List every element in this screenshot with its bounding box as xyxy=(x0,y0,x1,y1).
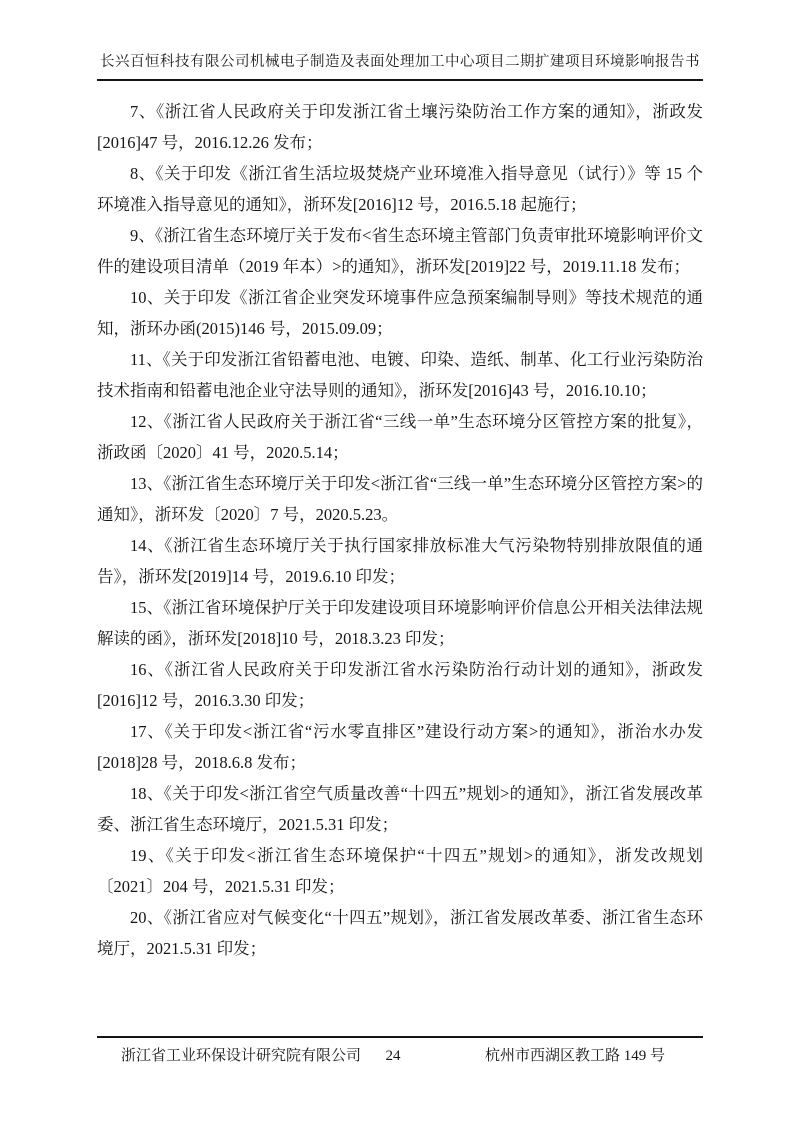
list-item: 17、《关于印发<浙江省“污水零直排区”建设行动方案>的通知》，浙治水办发[2018]28 号，2018.6.8 发布； xyxy=(97,722,703,772)
reference-list xyxy=(97,96,703,964)
list-item: 10、关于印发《浙江省企业突发环境事件应急预案编制导则》等技术规范的通知，浙环办函(2015)146 号，2015.09.09； xyxy=(97,288,703,338)
list-item: 13、《浙江省生态环境厅关于印发<浙江省“三线一单”生态环境分区管控方案>的通知》，浙环发〔2020〕7 号，2020.5.23。 xyxy=(97,474,703,524)
list-item: 11、《关于印发浙江省铅蓄电池、电镀、印染、造纸、制革、化工行业污染防治技术指南和铅蓄电池企业守法导则的通知》，浙环发[2016]43 号，2016.10.10； xyxy=(97,350,703,400)
list-item: 12、《浙江省人民政府关于浙江省“三线一单”生态环境分区管控方案的批复》，浙政函〔2020〕41 号，2020.5.14； xyxy=(97,412,703,462)
list-item: 9、《浙江省生态环境厅关于发布<省生态环境主管部门负责审批环境影响评价文件的建设项目清单（2019 年本）>的通知》，浙环发[2019]22 号，2019.11.18 发布； xyxy=(97,226,703,276)
list-item: 8、《关于印发《浙江省生活垃圾焚烧产业环境准入指导意见（试行）》等 15 个环境准入指导意见的通知》，浙环发[2016]12 号，2016.5.18 起施行； xyxy=(97,164,703,214)
list-item: 14、《浙江省生态环境厅关于执行国家排放标准大气污染物特别排放限值的通告》，浙环发[2019]14 号，2019.6.10 印发； xyxy=(97,536,703,586)
list-item: 19、《关于印发<浙江省生态环境保护“十四五”规划>的通知》，浙发改规划〔2021〕204 号，2021.5.31 印发； xyxy=(97,846,703,896)
footer-address: 杭州市西湖区教工路 149 号 xyxy=(484,1048,665,1064)
report-title: 长兴百恒科技有限公司机械电子制造及表面处理加工中心项目二期扩建项目环境影响报告书 xyxy=(100,54,700,70)
list-item: 15、《浙江省环境保护厅关于印发建设项目环境影响评价信息公开相关法律法规解读的函》，浙环发[2018]10 号，2018.3.23 印发； xyxy=(97,598,703,648)
page-number: 24 xyxy=(385,1048,401,1064)
list-item: 16、《浙江省人民政府关于印发浙江省水污染防治行动计划的通知》，浙政发[2016]12 号，2016.3.30 印发； xyxy=(97,660,703,710)
list-item: 20、《浙江省应对气候变化“十四五”规划》，浙江省发展改革委、浙江省生态环境厅，2021.5.31 印发； xyxy=(97,908,703,958)
footer-company-name: 浙江省工业环保设计研究院有限公司 xyxy=(121,1048,362,1064)
header-divider xyxy=(97,79,703,81)
footer-text-row xyxy=(97,1038,703,1065)
page-header xyxy=(97,0,703,81)
list-item: 18、《关于印发<浙江省空气质量改善“十四五”规划>的通知》，浙江省发展改革委、浙江省生态环境厅，2021.5.31 印发； xyxy=(97,784,703,834)
list-item: 7、《浙江省人民政府关于印发浙江省土壤污染防治工作方案的通知》，浙政发[2016]47 号，2016.12.26 发布； xyxy=(97,102,703,152)
page-footer xyxy=(97,1036,703,1065)
